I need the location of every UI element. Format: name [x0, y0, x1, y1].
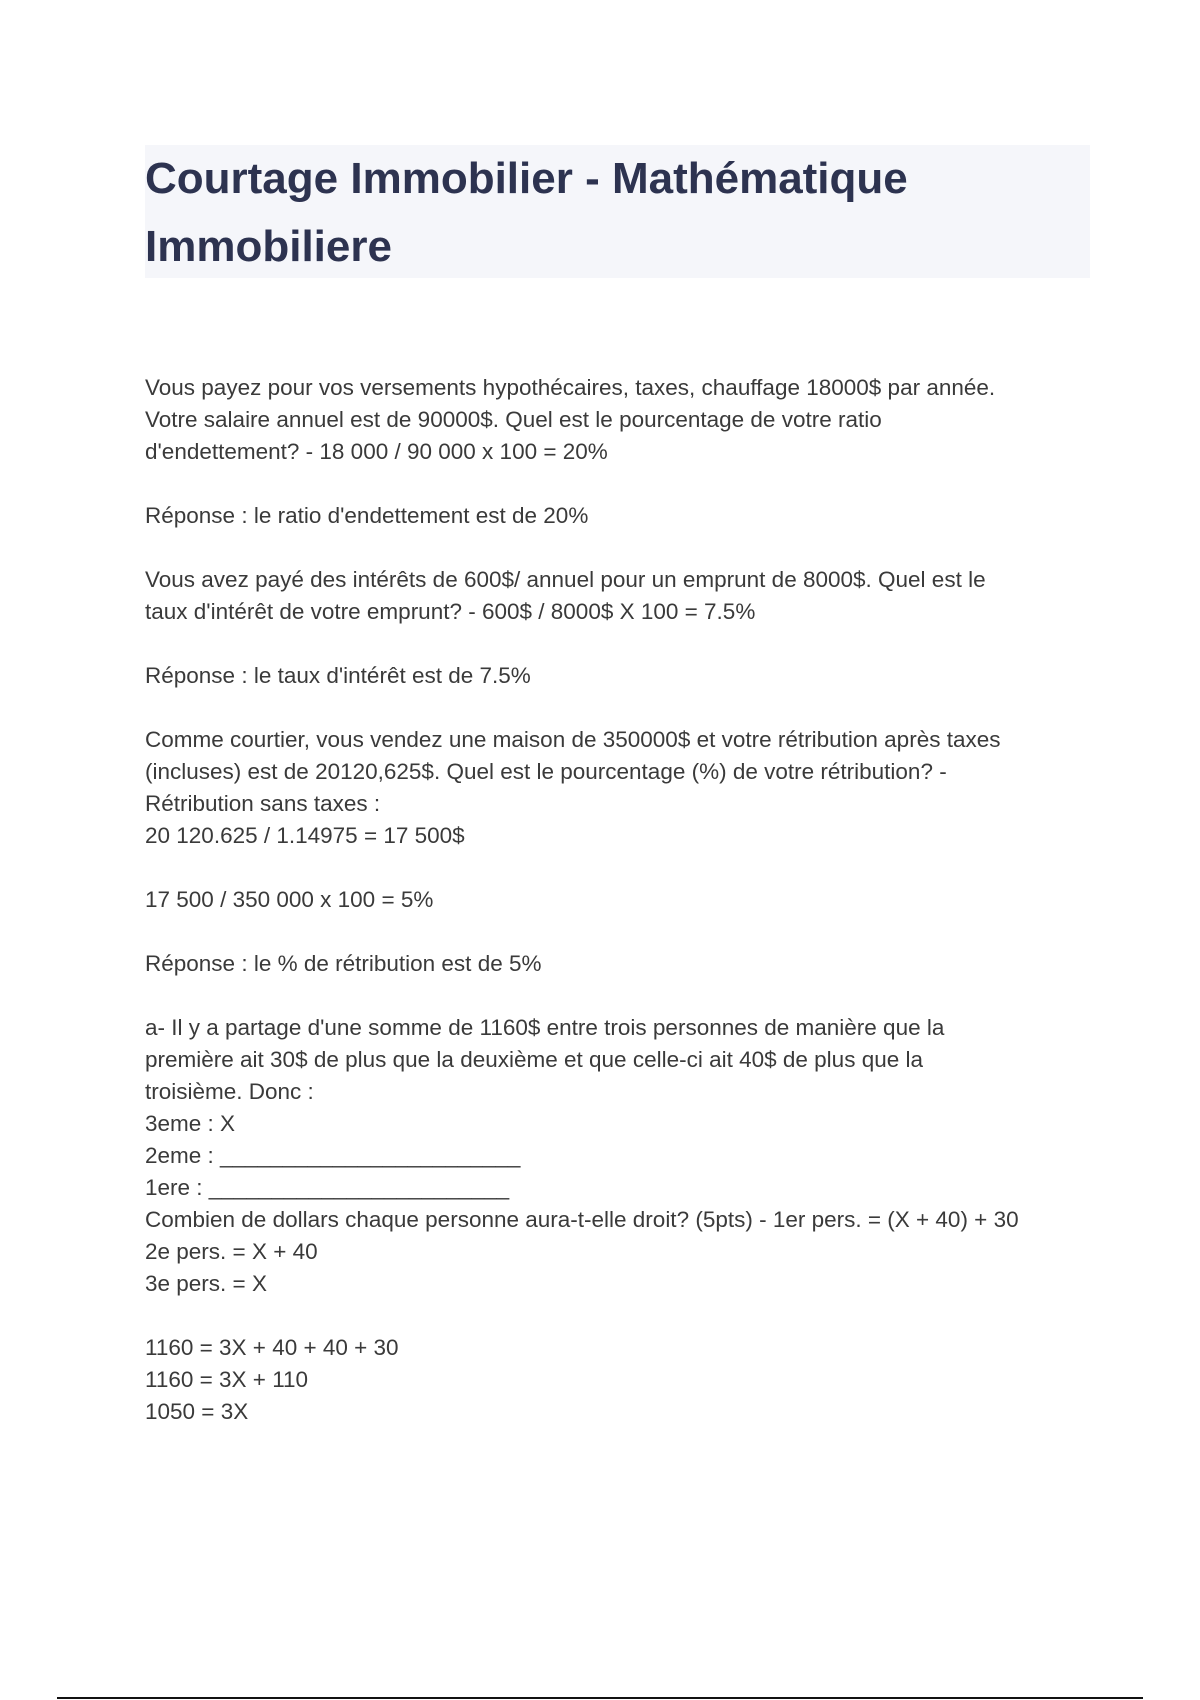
- text-line: 3e pers. = X: [145, 1271, 267, 1296]
- text-line: a- Il y a partage d'une somme de 1160$ entre trois personnes de manière que la: [145, 1015, 945, 1040]
- text-line: 1160 = 3X + 110: [145, 1367, 309, 1392]
- text-line: Réponse : le % de rétribution est de 5%: [145, 951, 542, 976]
- text-line: Vous payez pour vos versements hypothécaires, taxes, chauffage 18000$ par année.: [145, 375, 996, 400]
- title-block: [145, 145, 1090, 278]
- text-line: Comme courtier, vous vendez une maison de 350000$ et votre rétribution après taxes: [145, 727, 1001, 752]
- paragraph-interest-question: [145, 564, 1105, 628]
- document-body: [145, 372, 1105, 1460]
- text-line: Réponse : le ratio d'endettement est de 20%: [145, 503, 589, 528]
- text-line: 17 500 / 350 000 x 100 = 5%: [145, 887, 434, 912]
- text-line: Combien de dollars chaque personne aura-t-elle droit? (5pts) - 1er pers. = (X + 40) + 30: [145, 1207, 1019, 1232]
- paragraph-commission-answer: [145, 948, 1105, 980]
- text-line: 2e pers. = X + 40: [145, 1239, 318, 1264]
- text-line: 20 120.625 / 1.14975 = 17 500$: [145, 823, 465, 848]
- text-line: première ait 30$ de plus que la deuxième et que celle-ci ait 40$ de plus que la: [145, 1047, 923, 1072]
- text-line: troisième. Donc :: [145, 1079, 314, 1104]
- paragraph-commission-calc: [145, 884, 1105, 916]
- title-line: Courtage Immobilier - Mathématique: [145, 154, 908, 203]
- text-line: 3eme : X: [145, 1111, 236, 1136]
- text-line: d'endettement? - 18 000 / 90 000 x 100 = 20%: [145, 439, 608, 464]
- paragraph-debt-ratio-answer: [145, 500, 1105, 532]
- text-line: 2eme : ________________________: [145, 1143, 521, 1168]
- text-line: 1160 = 3X + 40 + 40 + 30: [145, 1335, 399, 1360]
- text-line: 1ere : ________________________: [145, 1175, 510, 1200]
- paragraph-sharing-equations: [145, 1332, 1105, 1428]
- text-line: 1050 = 3X: [145, 1399, 249, 1424]
- text-line: (incluses) est de 20120,625$. Quel est le pourcentage (%) de votre rétribution? -: [145, 759, 947, 784]
- text-line: Votre salaire annuel est de 90000$. Quel est le pourcentage de votre ratio: [145, 407, 882, 432]
- text-line: Vous avez payé des intérêts de 600$/ annuel pour un emprunt de 8000$. Quel est le: [145, 567, 986, 592]
- page-title: [145, 145, 1090, 281]
- paragraph-interest-answer: [145, 660, 1105, 692]
- text-line: Rétribution sans taxes :: [145, 791, 381, 816]
- text-line: Réponse : le taux d'intérêt est de 7.5%: [145, 663, 531, 688]
- paragraph-commission-question: [145, 724, 1105, 852]
- paragraph-sharing-question: [145, 1012, 1105, 1300]
- page-bottom-rule: [57, 1697, 1143, 1699]
- title-line: Immobiliere: [145, 222, 392, 271]
- paragraph-debt-ratio-question: [145, 372, 1105, 468]
- text-line: taux d'intérêt de votre emprunt? - 600$ / 8000$ X 100 = 7.5%: [145, 599, 756, 624]
